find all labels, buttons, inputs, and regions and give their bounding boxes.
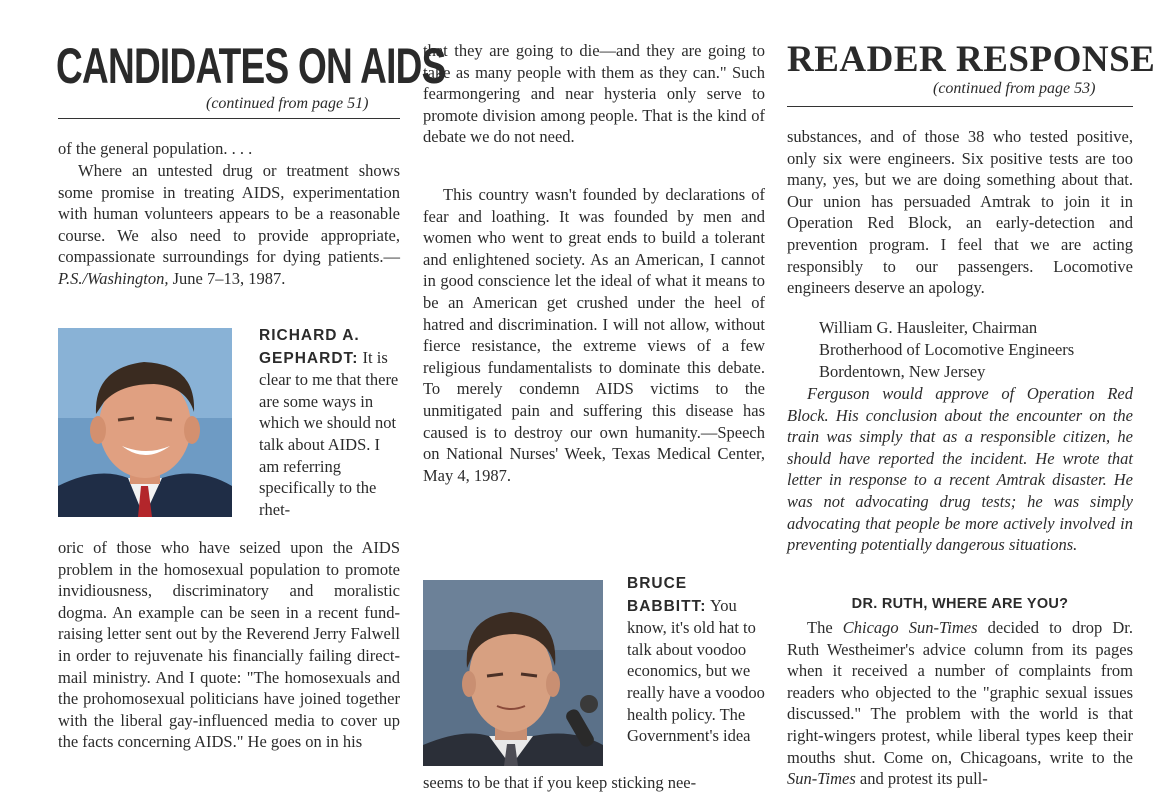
portrait-babbitt-image xyxy=(423,580,603,766)
heading-rule-left xyxy=(58,118,400,119)
heading-rule-right xyxy=(787,106,1133,107)
signature-organization: Brotherhood of Locomotive Engineers xyxy=(819,340,1075,359)
continued-note-left: (continued from page 51) xyxy=(206,95,369,112)
babbitt-intro: BRUCE BABBITT: You know, it's old hat to talk about voodoo economics, but we really have a voodoo health policy. The Government's idea xyxy=(627,575,765,746)
middle-paragraph-1: that they are going to die—and they are going to take as many people with them as they can." Such fearmongering and near hysteria only serve to promote division among people. That is the kind of debate we do not need. xyxy=(423,41,765,147)
portrait-gephardt-image xyxy=(58,328,232,517)
gephardt-continued: oric of those who have seized upon the AIDS problem in the homosexual population to promote invidiousness, discriminatory and moralistic dogma. An example can be seen in a recent fund-raising letter sent out by the Reverend Jerry Falwell in order to rejuvenate his financially failing direct-mail ministry. And I quote: "The homosexuals and the prohomosexual politicians have joined together with the liberal gay-influenced media to cover up the facts concerning AIDS." He goes on in his xyxy=(58,538,400,752)
photo-richard-gephardt xyxy=(58,328,232,517)
source-publication: P.S./Washington, xyxy=(58,268,169,288)
left-paragraph-2: Where an untested drug or treatment shows some promise in treating AIDS, experimentation with human volunteers appears to be a reasonable course. We also need to provide appropriate, compassionate surroundings for dying patients.—P.S./Washington, June 7–13, 1987. xyxy=(58,161,400,288)
gephardt-intro: RICHARD A. GEPHARDT: It is clear to me that there are some ways in which we should not talk about AIDS. I am referring specifically to the rhet- xyxy=(259,327,399,519)
ruth-paragraph: The Chicago Sun-Times decided to drop Dr. Ruth Westheimer's advice column from its pages when it received a number of complaints from readers who objected to the "graphic sexual issues discussed." The problem with the world is that right-wingers protest, while liberal types keep their mouths shut. Come on, Chicagoans, write to the Sun-Times and protest its pull- xyxy=(787,618,1133,789)
signature-name: William G. Hausleiter, Chairman xyxy=(819,318,1038,337)
photo-bruce-babbitt xyxy=(423,580,603,766)
subhead-dr-ruth: DR. RUTH, WHERE ARE YOU? xyxy=(851,596,1069,612)
speaker-name-gephardt: RICHARD A. GEPHARDT: xyxy=(259,327,360,367)
left-paragraph-1: of the general population. . . . xyxy=(58,139,253,158)
signature-location: Bordentown, New Jersey xyxy=(819,362,986,381)
right-paragraph-1: substances, and of those 38 who tested positive, only six were engineers. Six positive tests are too many, yes, but we are doing something about that. Our union has persuaded Amtrak to join it in Operation Red Block, an early-detection and prevention program. I feel that we are acting responsibly to our passengers. Locomotive engineers deserve an apology. xyxy=(787,127,1133,298)
editor-note: Ferguson would approve of Operation Red Block. His conclusion about the encounter on the train was simply that as a responsible citizen, he should have reported the incident. He wrote that letter in response to a recent Amtrak disaster. He was not advocating drug tests; he was simply advocating that people be more actively involved in preventing potentially dangerous situations. xyxy=(787,384,1133,555)
babbitt-continued: seems to be that if you keep sticking nee- xyxy=(423,773,697,792)
speaker-name-babbitt: BRUCE BABBITT: xyxy=(627,575,707,615)
newspaper-name-short: Sun-Times xyxy=(787,769,856,789)
continued-note-right: (continued from page 53) xyxy=(933,80,1096,97)
newspaper-name: Chicago Sun-Times xyxy=(842,618,978,637)
article-heading-reader-response: READER RESPONSE xyxy=(787,39,1156,80)
middle-paragraph-2: This country wasn't founded by declarations of fear and loathing. It was founded by men and women who went to great ends to build a tolerant and enlightened society. As an American, I cannot in good conscience let the ideal of what it means to be an American get crushed under the heel of hatred and discrimination. I will not allow, without fierce resistance, the extreme views of a few religious fundamentalists to dominate this debate. To merely condemn AIDS victims to the unmitigated pain and suffering this disease has caused is to destroy our own humanity.—Speech on National Nurses' Week, Texas Medical Center, May 4, 1987. xyxy=(423,185,765,485)
article-heading-candidates-on-aids: CANDIDATES ON AIDS xyxy=(56,38,446,94)
